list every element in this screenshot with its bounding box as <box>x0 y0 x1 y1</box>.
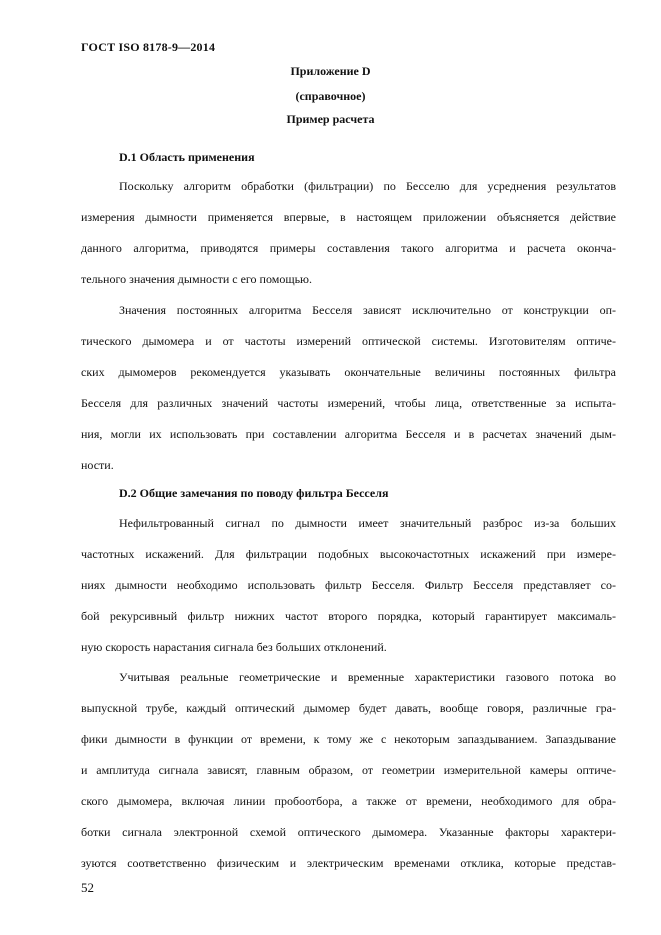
appendix-kind: (справочное) <box>295 89 366 103</box>
appendix-subtitle: Пример расчета <box>286 112 375 126</box>
text-line: Поскольку алгоритм обработки (фильтрации) по Бесселю для усреднения результатов <box>119 179 616 193</box>
text-line: ского дымомера, включая линии пробоотбора, а также от времени, необходимого для обра- <box>81 794 616 808</box>
text-line: Бесселя для различных значений частоты измерений, чтобы лица, ответственные за испыта- <box>81 396 616 410</box>
document-header: ГОСТ ISO 8178-9—2014 <box>81 40 216 54</box>
text-line: частотных искажений. Для фильтрации подобных высокочастотных искажений при измере- <box>81 547 616 561</box>
text-line: ниях дымности необходимо использовать фильтр Бесселя. Фильтр Бесселя представляет со- <box>81 578 616 592</box>
section-heading-d2: D.2 Общие замечания по поводу фильтра Бесселя <box>119 486 389 500</box>
appendix-title: Приложение D <box>290 64 371 78</box>
paragraph <box>81 171 616 295</box>
section-heading-d1: D.1 Область применения <box>119 150 255 164</box>
text-line: и амплитуда сигнала зависят, главным образом, от геометрии измерительной камеры оптиче- <box>81 763 616 777</box>
text-line: тического дымомера и от частоты измерений оптической системы. Изготовителям оптиче- <box>81 334 616 348</box>
text-line: Учитывая реальные геометрические и временные характеристики газового потока во <box>119 670 616 684</box>
text-line: ских дымомеров рекомендуется указывать окончательные величины постоянных фильтра <box>81 365 616 379</box>
text-line: фики дымности в функции от времени, к тому же с некоторым запаздыванием. Запаздывание <box>81 732 616 746</box>
text-line: зуются соответственно физическим и электрическим временами отклика, которые представ- <box>81 856 616 870</box>
page-number: 52 <box>81 880 94 895</box>
text-line: ботки сигнала электронной схемой оптического дымомера. Указанные факторы характери- <box>81 825 616 839</box>
paragraph <box>81 295 616 481</box>
text-line: тельного значения дымности с его помощью. <box>81 272 313 286</box>
text-line: данного алгоритма, приводятся примеры составления такого алгоритма и расчета оконча- <box>81 241 616 255</box>
paragraph <box>81 508 616 663</box>
text-line: Нефильтрованный сигнал по дымности имеет значительный разброс из-за больших <box>119 516 616 530</box>
paragraph <box>81 662 616 879</box>
text-line: ности. <box>81 458 114 472</box>
text-line: ния, могли их использовать при составлении алгоритма Бесселя и в расчетах значений дым- <box>81 427 616 441</box>
text-line: ную скорость нарастания сигнала без больших отклонений. <box>81 640 387 654</box>
text-line: бой рекурсивный фильтр нижних частот второго порядка, который гарантирует максималь- <box>81 609 616 623</box>
text-line: выпускной трубе, каждый оптический дымомер будет давать, вообще говоря, различные гра- <box>81 701 616 715</box>
text-line: измерения дымности применяется впервые, в настоящем приложении объясняется действие <box>81 210 616 224</box>
text-line: Значения постоянных алгоритма Бесселя зависят исключительно от конструкции оп- <box>119 303 616 317</box>
